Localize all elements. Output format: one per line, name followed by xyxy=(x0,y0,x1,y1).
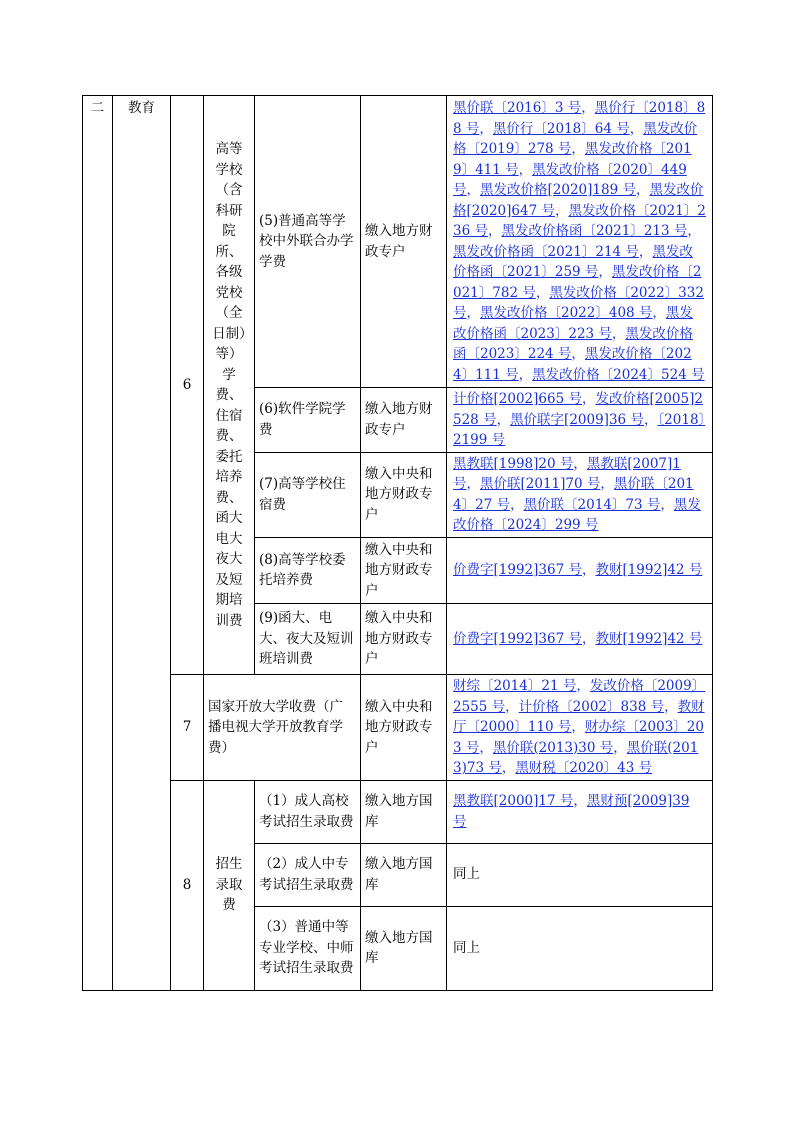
separator: ， xyxy=(496,411,511,428)
separator: ， xyxy=(479,739,493,756)
separator: ， xyxy=(581,100,595,116)
treasury-destination: 缴入中央和地方财政专户 xyxy=(361,604,447,675)
policy-doc-link[interactable]: 黑发改价格〔2024〕111 号 xyxy=(453,346,692,383)
separator: ， xyxy=(629,120,644,137)
separator: ， xyxy=(554,202,569,219)
category-name: 高等学校（含科研院所、各级党校（全日制）等）学费、住宿费、委托培养费、函大电大夜大及短期培训费 xyxy=(204,96,255,675)
policy-doc-link[interactable]: 教财[1992]42 号 xyxy=(595,562,703,578)
item-name: 国家开放大学收费（广播电视大学开放教育学费） xyxy=(204,675,361,781)
policy-doc-link[interactable]: 黑价联字[2009]36 号 xyxy=(510,411,644,428)
separator: ， xyxy=(571,719,585,735)
policy-doc-link[interactable]: 黑发改价格函〔2021〕214 号 xyxy=(453,243,639,260)
separator: ， xyxy=(466,305,480,321)
table-row xyxy=(83,780,713,843)
item-name: (5)普通高等学校中外联合办学学费 xyxy=(255,96,361,388)
treasury-destination: 缴入地方国库 xyxy=(361,780,447,843)
separator: ， xyxy=(600,476,614,492)
policy-doc-link[interactable]: 黑价行〔2018〕64 号 xyxy=(492,120,630,137)
policy-docs xyxy=(447,780,713,843)
separator: ， xyxy=(466,476,480,492)
policy-doc-link[interactable]: 黑发改价格函〔2021〕259 号 xyxy=(453,243,693,280)
policy-docs xyxy=(447,388,713,453)
policy-doc-link[interactable]: 黑发改价格〔2024〕524 号 xyxy=(532,366,705,383)
policy-doc-link[interactable]: 计价格〔2002〕838 号 xyxy=(518,698,665,715)
row-number: 8 xyxy=(171,780,204,990)
policy-docs xyxy=(447,675,713,781)
section-number: 二 xyxy=(83,96,113,991)
separator: ， xyxy=(581,391,596,407)
separator: ， xyxy=(479,120,493,137)
row-number: 6 xyxy=(171,96,204,675)
policy-doc-link[interactable]: 黑发改价格〔2020〕449 号 xyxy=(453,161,687,198)
separator: ， xyxy=(518,161,533,178)
separator: ， xyxy=(660,496,674,513)
policy-doc-link[interactable]: 黑教联[2007]1 号 xyxy=(453,455,681,492)
policy-doc-link[interactable]: 发改价格〔2009〕2555 号 xyxy=(453,678,706,715)
treasury-destination: 缴入地方国库 xyxy=(361,843,447,906)
separator: ， xyxy=(581,630,596,647)
separator: ， xyxy=(576,678,590,694)
treasury-destination: 缴入中央和地方财政专户 xyxy=(361,452,447,537)
policy-doc-link[interactable]: 黑发改价格〔2021〕236 号 xyxy=(453,202,706,239)
separator: ， xyxy=(611,325,626,342)
policy-doc-link[interactable]: 教财[1992]42 号 xyxy=(595,630,703,647)
policy-docs xyxy=(447,96,713,388)
policy-doc-link[interactable]: 黑教联[2000]17 号 xyxy=(453,793,574,809)
policy-doc-link[interactable]: 价费字[1992]367 号 xyxy=(453,562,582,578)
table-row xyxy=(83,96,713,388)
item-name: （2）成人中专考试招生录取费 xyxy=(255,843,361,906)
policy-doc-link[interactable]: 财综〔2014〕21 号 xyxy=(453,678,577,694)
treasury-destination: 缴入地方国库 xyxy=(361,906,447,990)
separator: ， xyxy=(518,366,533,383)
separator: ， xyxy=(573,793,587,809)
policy-doc-link[interactable]: 黑财税〔2020〕43 号 xyxy=(515,760,653,776)
policy-doc-link[interactable]: 财办综〔2003〕203 号 xyxy=(453,719,704,756)
policy-doc-link[interactable]: 黑发改价格[2020]189 号 xyxy=(480,182,636,198)
policy-doc-link[interactable]: 黑价联〔2014〕27 号 xyxy=(453,476,694,513)
separator: ， xyxy=(487,223,502,239)
policy-doc-link[interactable]: 黑价联[2011]70 号 xyxy=(480,476,601,492)
separator: ， xyxy=(501,760,516,776)
policy-doc-link[interactable]: 黑发改价格〔2024〕299 号 xyxy=(453,496,701,533)
separator: ， xyxy=(613,739,627,756)
section-name: 教育 xyxy=(113,96,171,991)
policy-doc-link[interactable]: 价费字[1992]367 号 xyxy=(453,630,582,647)
policy-doc-link[interactable]: 黑发改价格函〔2023〕224 号 xyxy=(453,325,693,362)
treasury-destination: 缴入中央和地方财政专户 xyxy=(361,675,447,781)
separator: ， xyxy=(643,411,658,428)
policy-doc-link[interactable]: 〔2018〕2199 号 xyxy=(453,411,706,448)
separator: ， xyxy=(505,698,519,715)
policy-doc-link[interactable]: 黑发改价格〔2019〕411 号 xyxy=(453,141,692,178)
policy-doc-link[interactable]: 黑发改价格[2020]647 号 xyxy=(453,182,704,219)
item-name: （3）普通中等专业学校、中师考试招生录取费 xyxy=(255,906,361,990)
row-number: 7 xyxy=(171,675,204,781)
policy-doc-link[interactable]: 黑价联〔2014〕73 号 xyxy=(523,496,661,513)
policy-doc-link[interactable]: 黑价联〔2016〕3 号 xyxy=(453,100,582,116)
separator: ， xyxy=(652,305,666,321)
policy-docs xyxy=(447,537,713,604)
policy-note: 同上 xyxy=(447,906,713,990)
policy-doc-link[interactable]: 计价格[2002]665 号 xyxy=(453,391,582,407)
separator: ， xyxy=(635,182,650,198)
separator: ， xyxy=(638,243,653,260)
treasury-destination: 缴入地方财政专户 xyxy=(361,96,447,388)
policy-doc-link[interactable]: 黑发改价格〔2019〕278 号 xyxy=(453,120,698,157)
item-name: (9)函大、电大、夜大及短训班培训费 xyxy=(255,604,361,675)
policy-doc-link[interactable]: 黑价行〔2018〕88 号 xyxy=(453,100,706,137)
policy-docs xyxy=(447,604,713,675)
policy-doc-link[interactable]: 黑发改价格函〔2023〕223 号 xyxy=(453,305,693,342)
policy-doc-link[interactable]: 教财厅〔2000〕110 号 xyxy=(453,698,705,735)
separator: ， xyxy=(535,284,550,301)
policy-doc-link[interactable]: 黑教联[1998]20 号 xyxy=(453,455,574,472)
policy-doc-link[interactable]: 黑财预[2009]39 号 xyxy=(453,793,690,830)
policy-doc-link[interactable]: 黑价联(2013)30 号 xyxy=(492,739,614,756)
separator: ， xyxy=(581,562,596,578)
treasury-destination: 缴入地方财政专户 xyxy=(361,388,447,453)
separator: ， xyxy=(466,182,480,198)
item-name: (6)软件学院学费 xyxy=(255,388,361,453)
item-name: (8)高等学校委托培养费 xyxy=(255,537,361,604)
policy-docs xyxy=(447,452,713,537)
item-name: (7)高等学校住宿费 xyxy=(255,452,361,537)
table-row xyxy=(83,675,713,781)
separator: ， xyxy=(571,141,585,157)
treasury-destination: 缴入中央和地方财政专户 xyxy=(361,537,447,604)
separator: ， xyxy=(571,346,585,362)
fee-table xyxy=(82,95,713,991)
separator: ， xyxy=(573,455,587,472)
separator: ， xyxy=(664,698,678,715)
item-name: （1）成人高校考试招生录取费 xyxy=(255,780,361,843)
policy-doc-link[interactable]: 黑发改价格函〔2021〕213 号 xyxy=(501,223,688,239)
separator: ， xyxy=(598,264,612,280)
policy-doc-link[interactable]: 发改价格[2005]2528 号 xyxy=(453,391,703,428)
policy-note: 同上 xyxy=(447,843,713,906)
category-name: 招生录取费 xyxy=(204,780,255,990)
separator: ， xyxy=(687,223,701,239)
separator: ， xyxy=(510,496,524,513)
policy-doc-link[interactable]: 黑价联(2013)73 号 xyxy=(453,739,699,776)
policy-doc-link[interactable]: 黑发改价格〔2022〕332 号 xyxy=(453,284,704,321)
policy-doc-link[interactable]: 黑发改价格〔2021〕782 号 xyxy=(453,264,702,301)
policy-doc-link[interactable]: 黑发改价格〔2022〕408 号 xyxy=(480,305,653,321)
